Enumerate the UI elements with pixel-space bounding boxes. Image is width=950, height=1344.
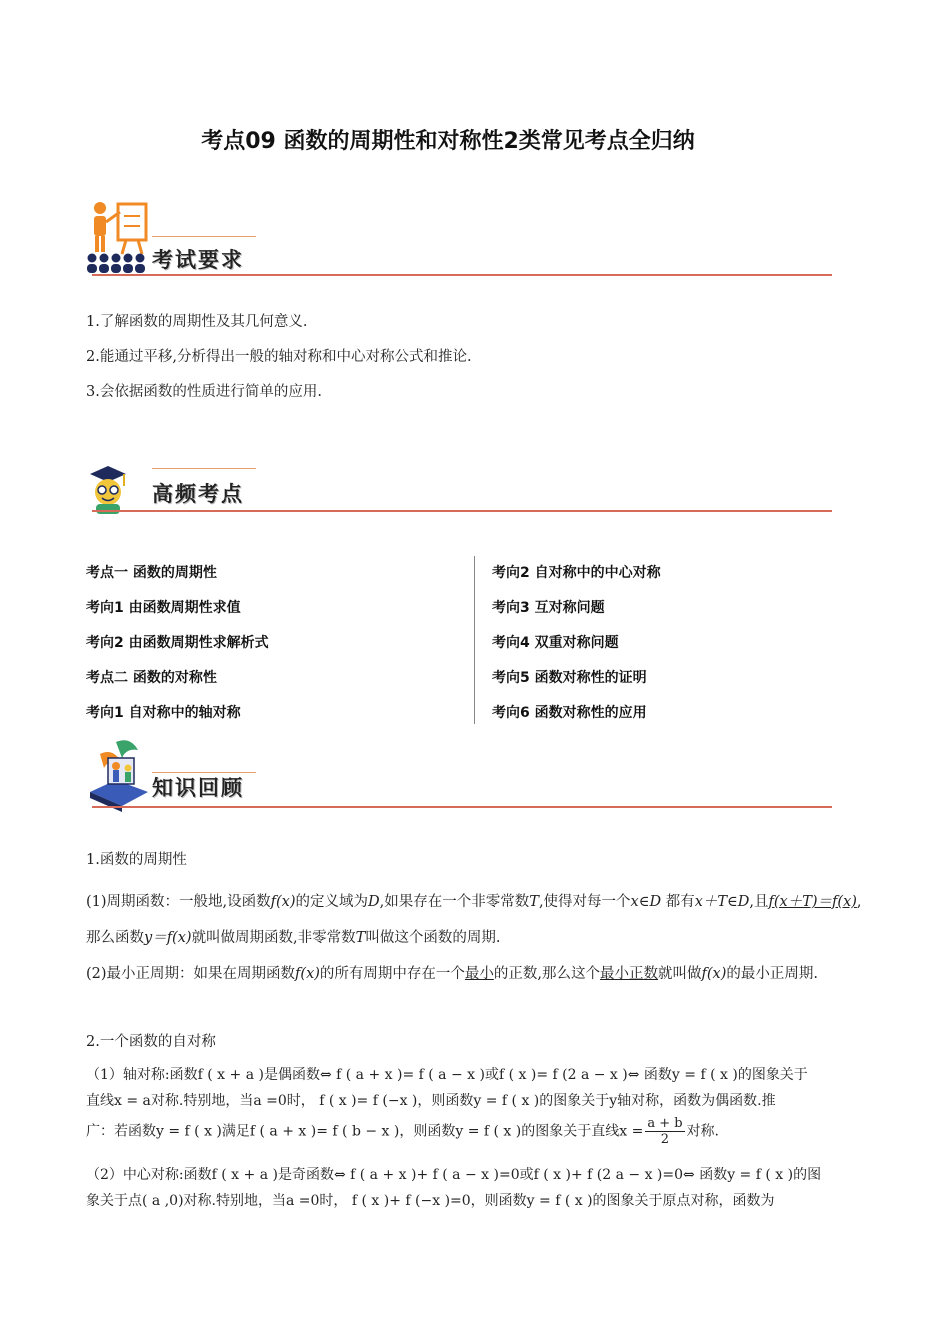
requirement-item: 2.能通过平移,分析得出一般的轴对称和中心对称公式和推论.	[86, 349, 472, 365]
section-header-hot-points	[86, 436, 832, 516]
hot-point-item: 考点一 函数的周期性	[86, 565, 217, 581]
knowledge-heading-self-symmetry: 2.一个函数的自对称	[86, 1034, 216, 1050]
scholar-icon	[86, 436, 152, 516]
hot-point-item: 考向2 由函数周期性求解析式	[86, 635, 269, 651]
hot-point-item: 考向5 函数对称性的证明	[492, 670, 647, 686]
study-icon	[86, 736, 152, 816]
axis-symmetry-line3: 广：若函数y = f ( x )满足f ( a + x )= f ( b − x )，则函数y = f ( x )的图象关于直线x = $\frac{a + b}{2}$ 对称.	[86, 1116, 719, 1147]
periodic-function-definition: (1)周期函数：一般地,设函数f(x)的定义域为D,如果存在一个非零常数T,使得对每一个x∈D 都有x＋T∈D,且f(x＋T)＝f(x),那么函数y＝f(x)就叫做周期函数,非零常数T叫做这个函数的周期.	[86, 894, 862, 946]
axis-symmetry-line1: （1）轴对称:函数f ( x + a )是偶函数⇔ f ( a + x )= f ( a − x )或f ( x )= f (2 a − x )⇔ 函数y = f ( x )的图象关于	[86, 1067, 808, 1083]
hot-point-item: 考向4 双重对称问题	[492, 635, 619, 651]
requirement-item: 1.了解函数的周期性及其几何意义.	[86, 314, 308, 330]
knowledge-heading-periodicity: 1.函数的周期性	[86, 852, 187, 868]
hot-point-item: 考向3 互对称问题	[492, 600, 605, 616]
hot-point-item: 考向1 自对称中的轴对称	[86, 705, 241, 721]
teacher-icon	[86, 198, 152, 278]
hot-point-item: 考向6 函数对称性的应用	[492, 705, 647, 721]
section-heading: 知识回顾	[152, 776, 244, 800]
requirement-item: 3.会依据函数的性质进行简单的应用.	[86, 384, 322, 400]
section-divider	[92, 510, 832, 512]
fraction: $\frac{a + b}{2}$	[647, 1116, 683, 1147]
minimum-period-definition: (2)最小正周期：如果在周期函数f(x)的所有周期中存在一个最小的正数,那么这个最小正数就叫做f(x)的最小正周期.	[86, 966, 818, 982]
section-heading: 高频考点	[152, 482, 244, 506]
hot-point-item: 考向2 自对称中的中心对称	[492, 565, 661, 581]
section-header-requirements	[86, 198, 832, 278]
column-divider	[474, 556, 475, 724]
header-accent-line	[152, 468, 256, 469]
hot-point-item: 考点二 函数的对称性	[86, 670, 217, 686]
center-symmetry-line2: 象关于点( a ,0)对称.特别地，当a =0时， f ( x )+ f (−x )=0，则函数y = f ( x )的图象关于原点对称，函数为	[86, 1193, 775, 1209]
page-title: 考点09 函数的周期性和对称性2类常见考点全归纳	[201, 129, 695, 154]
section-divider	[92, 806, 832, 808]
header-accent-line	[152, 236, 256, 237]
center-symmetry-line1: （2）中心对称:函数f ( x + a )是奇函数⇔ f ( a + x )+ f ( a − x )=0或f ( x )+ f (2 a − x )=0⇔ 函数y = f ( x )的图	[86, 1167, 822, 1183]
hot-point-item: 考向1 由函数周期性求值	[86, 600, 241, 616]
section-divider	[92, 274, 832, 276]
section-heading: 考试要求	[152, 248, 244, 272]
axis-symmetry-line2: 直线x = a对称.特别地，当a =0时， f ( x )= f (−x )，则函数y = f ( x )的图象关于y轴对称，函数为偶函数.推	[86, 1093, 776, 1109]
section-header-knowledge	[86, 736, 832, 816]
